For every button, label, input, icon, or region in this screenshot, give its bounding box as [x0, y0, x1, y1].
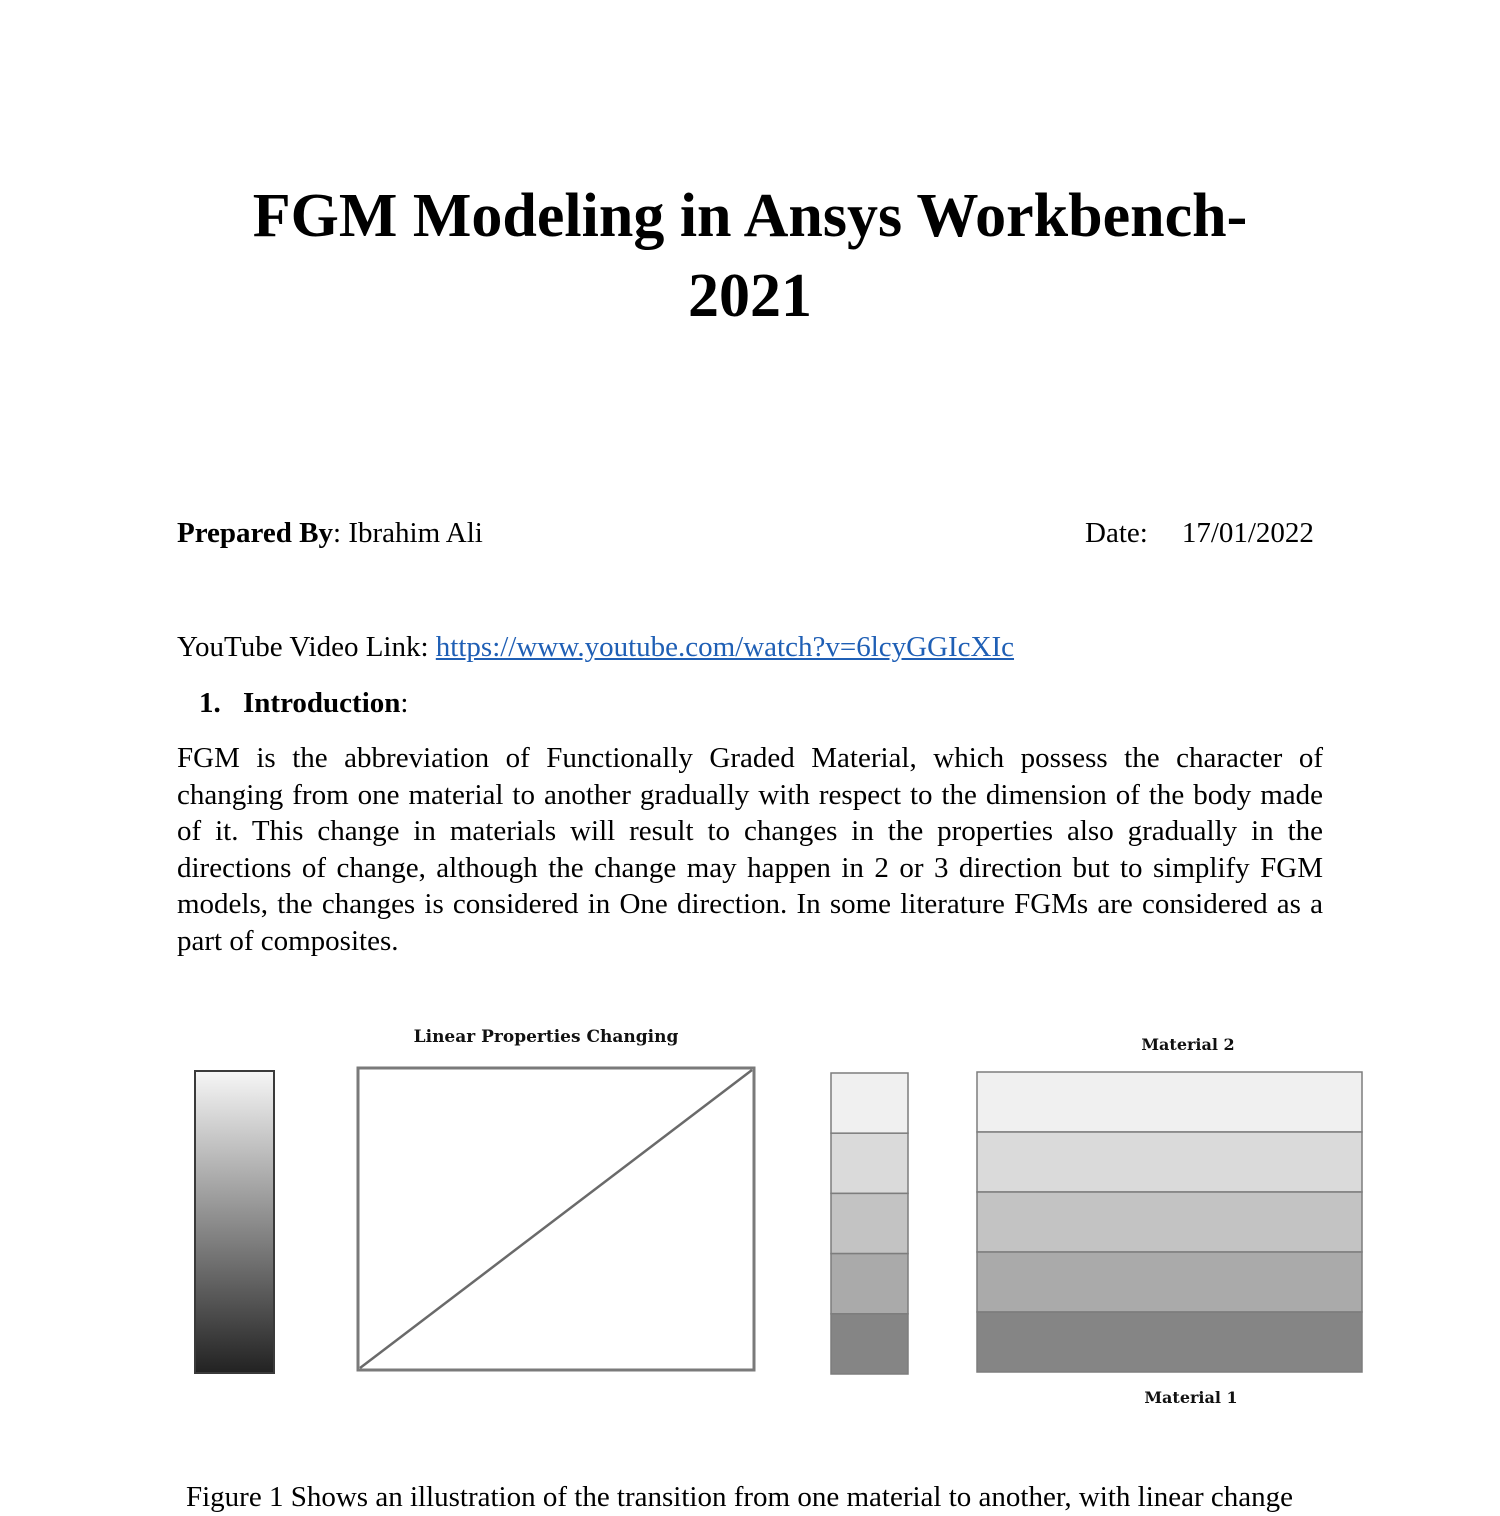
prepared-by: [177, 514, 483, 552]
youtube-label: YouTube Video Link:: [177, 631, 436, 663]
stepped-bar-layer: [831, 1254, 908, 1314]
date-line: [1085, 514, 1314, 552]
title-line-2: 2021: [688, 262, 812, 330]
material-1-label: Material 1: [1144, 1388, 1238, 1407]
figure-caption: Figure 1 Shows an illustration of the transition from one material to another, with linear change: [186, 1481, 1294, 1513]
block-layer: [977, 1192, 1362, 1252]
material-2-label: Material 2: [1141, 1035, 1235, 1054]
fgm-figure: [170, 1015, 1380, 1425]
stepped-bar-layer: [831, 1133, 908, 1193]
linear-properties-title: Linear Properties Changing: [413, 1027, 679, 1047]
stepped-bar-layer: [831, 1073, 908, 1133]
block-layer: [977, 1132, 1362, 1192]
prepared-separator: :: [333, 517, 342, 549]
title-line-1: FGM Modeling in Ansys Workbench-: [252, 182, 1248, 250]
section-title: Introduction: [243, 687, 401, 719]
document-title: [150, 176, 1350, 336]
stepped-bar-layer: [831, 1193, 908, 1253]
stepped-bar: [831, 1073, 908, 1374]
layered-block: [977, 1072, 1362, 1372]
intro-paragraph: FGM is the abbreviation of Functionally Graded Material, which possess the character of changing from one material to another gradually with respect to the dimension of the body made of it. This change in materials will result to changes in the properties also gradually in the directions of change, although the change may happen in 2 or 3 direction but to simplify FGM models, the changes is considered in One direction. In some literature FGMs are considered as a part of composites.: [177, 742, 1323, 957]
prepared-label: Prepared By: [177, 517, 334, 549]
author-name: Ibrahim Ali: [341, 517, 483, 549]
fgm-illustration: [170, 1015, 1380, 1425]
section-heading: [199, 684, 408, 722]
youtube-line: [177, 628, 1014, 666]
section-colon: :: [400, 687, 409, 719]
stepped-bar-layer: [831, 1314, 908, 1374]
gradient-bar: [195, 1071, 274, 1373]
date-value: 17/01/2022: [1181, 517, 1314, 549]
section-number: 1.: [199, 687, 221, 719]
block-layer: [977, 1252, 1362, 1312]
date-label: Date:: [1085, 517, 1148, 549]
block-layer: [977, 1072, 1362, 1132]
youtube-link[interactable]: https://www.youtube.com/watch?v=6lcyGGIcXIc: [435, 631, 1015, 663]
block-layer: [977, 1312, 1362, 1372]
